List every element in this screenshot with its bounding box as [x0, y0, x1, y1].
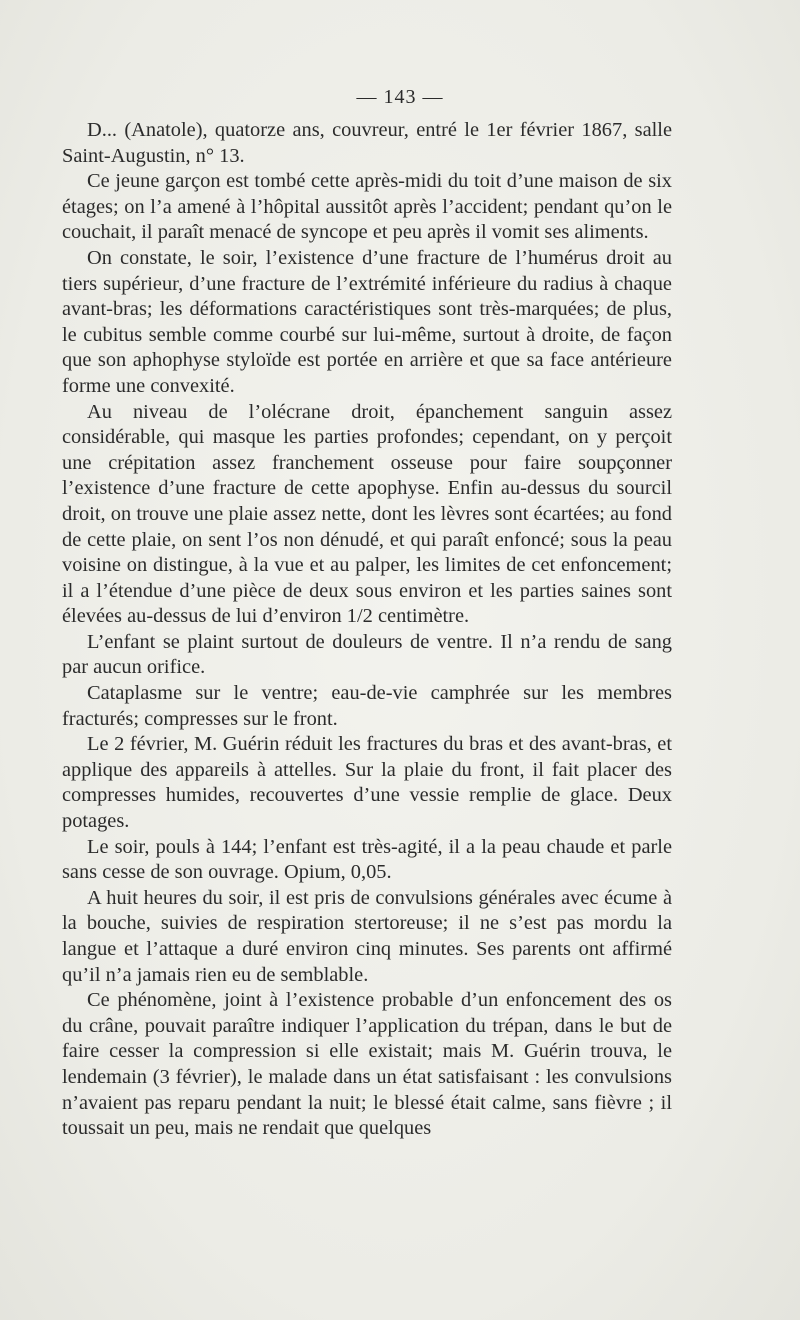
- page-number: — 143 —: [356, 86, 444, 108]
- body-text: [62, 118, 672, 1142]
- paragraph-abdominal-pain: L’enfant se plaint surtout de douleurs de ventre. Il n’a rendu de sang par aucun orifice.: [62, 630, 672, 679]
- paragraph-fall: Ce jeune garçon est tombé cette après-midi du toit d’une maison de six étages; on l’a amené à l’hôpital aussitôt après l’accident; pendant qu’on le couchait, il paraît menacé de syncope et peu après il vomit ses aliments.: [62, 170, 672, 244]
- paragraph-olecranon-and-wound: Au niveau de l’olécrane droit, épanchement sanguin assez considérable, qui masque les parties profondes; cependant, on y perçoit une crépitation assez franchement osseuse pour faire soupçonner l’existence d’une fracture de cette apophyse. Enfin au-dessus du sourcil droit, on trouve une plaie assez nette, dont les lèvres sont écartées; au fond de cette plaie, on sent l’os non dénudé, et qui paraît enfoncé; sous la peau voisine on distingue, à la vue et au palper, les limites de cet enfoncement; il a l’étendue d’une pièce de deux sous environ et les parties saines sont élevées au-dessus de lui d’environ 1/2 centimètre.: [62, 400, 672, 628]
- paragraph-fractures: On constate, le soir, l’existence d’une fracture de l’humérus droit au tiers supérieur, d’une fracture de l’extrémité inférieure du radius à chaque avant-bras; les déformations caractéristiques sont très-marquées; de plus, le cubitus semble comme courbé sur lui-même, surtout à droite, de façon que son aphophyse styloïde est portée en arrière et que sa face antérieure forme une convexité.: [62, 246, 672, 397]
- paragraph-february-2: Le 2 février, M. Guérin réduit les fractures du bras et des avant-bras, et applique des appareils à attelles. Sur la plaie du front, il fait placer des compresses humides, recouvertes d’une vessie remplie de glace. Deux potages.: [62, 733, 672, 833]
- paragraph-convulsions: A huit heures du soir, il est pris de convulsions générales avec écume à la bouche, suivies de respiration stertoreuse; il ne s’est pas mordu la langue et l’attaque a duré environ cinq minutes. Ses parents ont affirmé qu’il n’a jamais rien eu de semblable.: [62, 886, 672, 986]
- paragraph-trepan-decision: Ce phénomène, joint à l’existence probable d’un enfoncement des os du crâne, pouvait paraître indiquer l’application du trépan, dans le but de faire cesser la compression si elle existait; mais M. Guérin trouva, le lendemain (3 février), le malade dans un état satisfaisant : les convulsions n’avaient pas reparu pendant la nuit; le blessé était calme, sans fièvre ; il toussait un peu, mais ne rendait que quelques: [62, 989, 672, 1140]
- paragraph-evening-pulse: Le soir, pouls à 144; l’enfant est très-agité, il a la peau chaude et parle sans cesse de son ouvrage. Opium, 0,05.: [62, 835, 672, 884]
- paragraph-patient-intro: D... (Anatole), quatorze ans, couvreur, entré le 1er février 1867, salle Saint-Augustin, n° 13.: [62, 119, 672, 167]
- paragraph-initial-treatment: Cataplasme sur le ventre; eau-de-vie camphrée sur les membres fracturés; compresses sur le front.: [62, 682, 672, 730]
